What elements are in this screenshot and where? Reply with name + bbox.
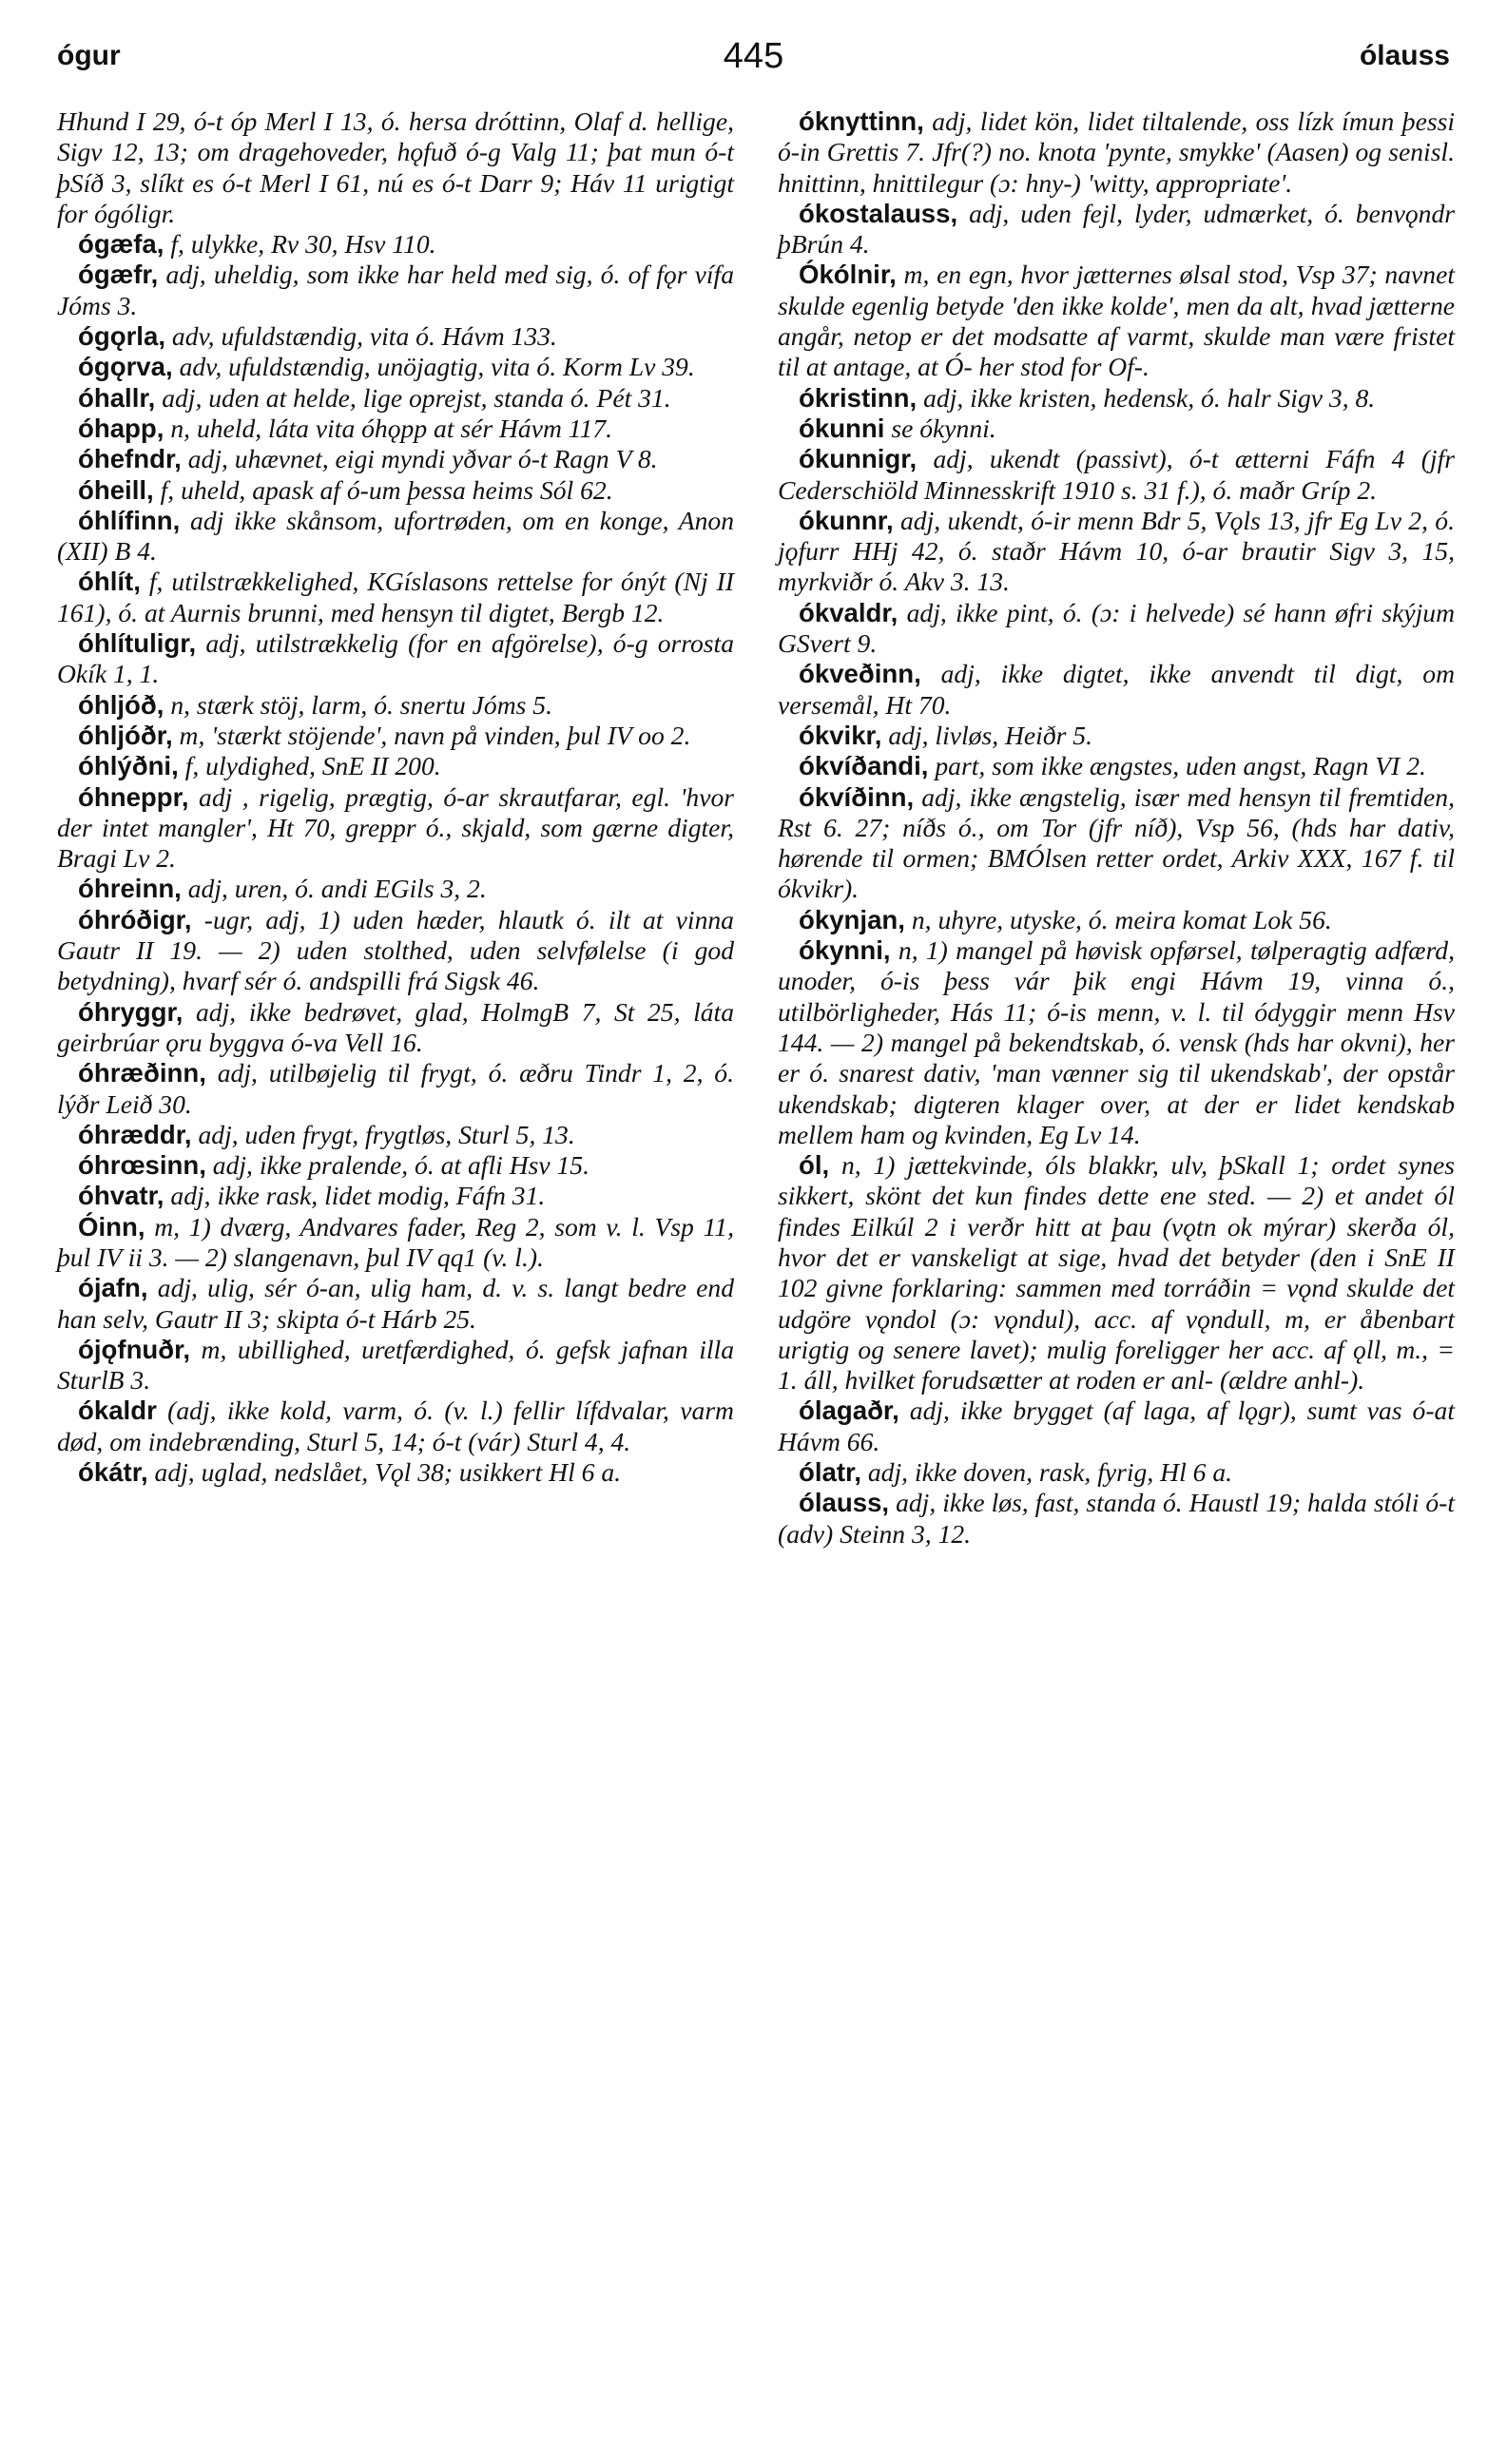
- entry-definition: adj, ikke digtet, ikke anvendt til digt, om versemål, Ht 70.: [778, 659, 1455, 720]
- dictionary-entry: [778, 1457, 1455, 1488]
- dictionary-entry: [778, 751, 1455, 781]
- right-running-headword: ólauss: [1359, 40, 1450, 71]
- dictionary-entry: [778, 905, 1455, 935]
- dictionary-entry: [778, 199, 1455, 260]
- entry-headword: ól,: [799, 1150, 830, 1181]
- entry-definition: Hhund I 29, ó-t óp Merl I 13, ó. hersa dróttinn, Olaf d. hellige, Sigv 12, 13; om dragehoveder, hǫfuð ó-g Valg 11; þat mun ó-t þSíð 3, slíkt es ó-t Merl I 61, nú es ó-t Darr 9; Háv 11 urigtigt for ógóligr.: [57, 106, 734, 228]
- dictionary-entry: [57, 721, 734, 751]
- dictionary-entry: [57, 1457, 734, 1488]
- dictionary-entry: [57, 260, 734, 321]
- dictionary-entry: [57, 414, 734, 444]
- entry-headword: óhljóðr,: [78, 720, 173, 750]
- dictionary-entry: [778, 782, 1455, 905]
- entry-headword: ókveðinn,: [799, 659, 921, 689]
- dictionary-entry: [778, 721, 1455, 751]
- dictionary-entry: [57, 1150, 734, 1181]
- entry-headword: ókunni: [799, 413, 885, 443]
- entry-headword: óhefndr,: [78, 444, 182, 474]
- dictionary-entry: [57, 751, 734, 781]
- entry-definition: adv, ufuldstændig, unöjagtig, vita ó. Korm Lv 39.: [179, 352, 695, 382]
- entry-definition: adj, ikke ængstelig, især med hensyn til fremtiden, Rst 6. 27; níðs ó., om Tor (jfr níð), Vsp 56, (hds har dativ, hørende til ormen; BMÓlsen retter ordet, Arkiv XXX, 167 f. til ókvikr).: [778, 781, 1455, 904]
- entry-headword: ójafn,: [78, 1273, 148, 1303]
- entry-headword: óhallr,: [78, 382, 156, 413]
- entry-headword: óknyttinn,: [799, 106, 924, 136]
- dictionary-entry: [778, 1396, 1455, 1457]
- dictionary-entry: [57, 628, 734, 690]
- entry-definition: adj, utilbøjelig til frygt, ó. æðru Tindr 1, 2, ó. lýðr Leið 30.: [57, 1058, 734, 1119]
- entry-definition: adj , rigelig, prægtig, ó-ar skrautfarar, egl. 'hvor der intet mangler', Ht 70, greppr ó., skjald, som gærne digter, Bragi Lv 2.: [57, 781, 734, 874]
- entry-definition: adj, ulig, sér ó-an, ulig ham, d. v. s. langt bedre end han selv, Gautr II 3; skipta ó-t Hárb 25.: [57, 1273, 734, 1334]
- dictionary-entry: [57, 1181, 734, 1211]
- entry-definition: n, 1) jættekvinde, óls blakkr, ulv, þSkall 1; ordet synes sikkert, skönt det kun findes dette ene sted. — 2) et andet ól findes Eilkúl 2 i verðr hitt at þau (vǫtn ok mýrar) skerða ól, hvor det er vanskeligt at sige, hvad det betyder (den i SnE II 102 givne forklaring: sammen med torráðin = vǫnd skulde det udgöre vǫndol (ɔ: vǫndul), acc. af vǫndull, m, er åbenbart urigtig og senere lavet); mulig foreligger her acc. af ǫll, m., = 1. áll, hvilket forudsætter at roden er anl- (ældre anhl-).: [778, 1150, 1455, 1396]
- left-running-headword: ógur: [57, 40, 121, 71]
- dictionary-entry: [57, 475, 734, 506]
- entry-definition: adj, ikke pint, ó. (ɔ: i helvede) sé hann øfri skýjum GSvert 9.: [778, 597, 1455, 659]
- dictionary-entry: [57, 905, 734, 997]
- entry-definition: adj, ikke løs, fast, standa ó. Haustl 19; halda stóli ó-t (adv) Steinn 3, 12.: [778, 1488, 1455, 1549]
- entry-headword: óhróðigr,: [78, 904, 192, 934]
- dictionary-entry: [778, 506, 1455, 598]
- entry-headword: ókostalauss,: [799, 198, 958, 228]
- entry-headword: óhryggr,: [78, 996, 184, 1027]
- entry-headword: ókynjan,: [799, 904, 905, 934]
- entry-definition: adj, uden fejl, lyder, udmærket, ó. benvǫndr þBrún 4.: [778, 198, 1455, 260]
- dictionary-entry: [57, 383, 734, 414]
- entry-definition: adv, ufuldstændig, vita ó. Hávm 133.: [171, 321, 557, 352]
- entry-definition: adj, uheldig, som ikke har held med sig, ó. of fǫr vífa Jóms 3.: [57, 260, 734, 320]
- entry-headword: ókátr,: [78, 1457, 148, 1488]
- dictionary-entry: [57, 1396, 734, 1457]
- entry-definition: adj, ikke rask, lidet modig, Fáfn 31.: [170, 1181, 546, 1211]
- entry-headword: ókunnigr,: [799, 444, 918, 474]
- entry-headword: óhapp,: [78, 413, 164, 443]
- entry-definition: f, utilstrækkelighed, KGíslasons rettelse for ónýt (Nj II 161), ó. at Aurnis brunni, med hensyn til digtet, Bergb 12.: [57, 567, 734, 627]
- entry-definition: adj ikke skånsom, ufortrøden, om en konge, Anon (XII) B 4.: [57, 505, 734, 567]
- page-number: 445: [723, 36, 784, 76]
- entry-headword: óhræddr,: [78, 1119, 192, 1149]
- entry-headword: óhljóð,: [78, 689, 164, 720]
- entry-headword: óhrœsinn,: [78, 1150, 206, 1181]
- entry-definition: m, ubillighed, uretfærdighed, ó. gefsk jafnan illa SturlB 3.: [57, 1334, 734, 1396]
- entry-headword: ógǫrla,: [78, 321, 165, 352]
- dictionary-entry: [57, 1120, 734, 1150]
- entry-definition: adj, uren, ó. andi EGils 3, 2.: [187, 874, 487, 904]
- entry-definition: m, 1) dværg, Andvares fader, Reg 2, som v. l. Vsp 11, þul IV ii 3. — 2) slangenavn, þul IV qq1 (v. l.).: [57, 1211, 735, 1272]
- entry-definition: adj, uhævnet, eigi myndi yðvar ó-t Ragn V 8.: [187, 444, 658, 474]
- entry-definition: n, stærk stöj, larm, ó. snertu Jóms 5.: [170, 689, 552, 720]
- entry-definition: f, ulydighed, SnE II 200.: [184, 751, 441, 781]
- entry-headword: ókvíðandi,: [799, 751, 929, 781]
- dictionary-entry: [778, 260, 1455, 382]
- entry-headword: ólauss,: [799, 1488, 890, 1518]
- dictionary-entry: [57, 1212, 734, 1274]
- entry-headword: ógæfr,: [78, 260, 159, 290]
- entry-definition: adj, ikke kristen, hedensk, ó. halr Sigv 3, 8.: [923, 382, 1376, 413]
- entry-definition: f, uheld, apask af ó-um þessa heims Sól 62.: [160, 474, 613, 505]
- left-column: [57, 106, 734, 1488]
- entry-definition: n, uhyre, utyske, ó. meira komat Lok 56.: [911, 904, 1332, 934]
- dictionary-entry: [57, 229, 734, 260]
- entry-definition: f, ulykke, Rv 30, Hsv 110.: [170, 229, 436, 260]
- entry-definition: adj, ukendt (passivt), ó-t ætterni Fáfn 4 (jfr Cederschiöld Minnesskrift 1910 s. 31 f.), ó. maðr Gríp 2.: [778, 444, 1455, 505]
- page-header: [57, 30, 1450, 87]
- entry-definition: adj, ikke pralende, ó. at afli Hsv 15.: [212, 1150, 589, 1181]
- dictionary-entry: [57, 506, 734, 568]
- entry-headword: óhlýðni,: [78, 751, 179, 781]
- dictionary-entry: [778, 444, 1455, 506]
- dictionary-entry: [778, 383, 1455, 414]
- dictionary-entry: [778, 414, 1455, 444]
- dictionary-entry: [57, 997, 734, 1059]
- entry-definition: adj, ikke brygget (af laga, af lǫgr), sumt vas ó-at Hávm 66.: [778, 1396, 1455, 1456]
- entry-definition: adj, uglad, nedslået, Vǫl 38; usikkert Hl 6 a.: [154, 1457, 622, 1488]
- entry-definition: m, 'stærkt stöjende', navn på vinden, þul IV oo 2.: [179, 720, 691, 750]
- entry-headword: óhræðinn,: [78, 1058, 206, 1088]
- dictionary-entry: [57, 1058, 734, 1120]
- entry-definition: adj, ikke bedrøvet, glad, HolmgB 7, St 25, láta geirbrúar ǫru byggva ó-va Vell 16.: [57, 996, 734, 1057]
- dictionary-entry: [57, 444, 734, 474]
- dictionary-entry: [57, 106, 734, 229]
- entry-definition: adj, utilstrækkelig (for en afgörelse), ó-g orrosta Okík 1, 1.: [57, 628, 734, 689]
- entry-headword: ókvíðinn,: [799, 781, 915, 812]
- entry-headword: ójǫfnuðr,: [78, 1334, 191, 1364]
- entry-headword: Ókólnir,: [799, 260, 897, 290]
- dictionary-entry: [778, 1488, 1455, 1550]
- dictionary-entry: [57, 1273, 734, 1335]
- dictionary-entry: [778, 659, 1455, 721]
- entry-headword: ókvaldr,: [799, 597, 898, 627]
- dictionary-entry: [57, 690, 734, 721]
- entry-headword: ólatr,: [799, 1457, 861, 1488]
- entry-headword: ólagaðr,: [799, 1396, 899, 1426]
- dictionary-entry: [778, 935, 1455, 1150]
- right-column: [778, 106, 1455, 1550]
- entry-headword: óhreinn,: [78, 874, 182, 904]
- entry-headword: ógæfa,: [78, 229, 164, 260]
- dictionary-entry: [57, 1335, 734, 1396]
- dictionary-entry: [778, 106, 1455, 199]
- entry-definition: n, 1) mangel på høvisk opførsel, tølperagtig adfærd, unoder, ó-is þess vár þik engi Hávm 19, vinna ó., utilbörligheder, Hás 11; ó-is menn, v. l. til ódyggir menn Hsv 144. — 2) mangel på bekendtskab, ó. vensk (hds har okvni), her er ó. snarest dativ, 'man vænner sig til ukendskab', der opstår ukendskab; digteren klager over, at der er lidet kendskab mellem ham og kvinden, Eg Lv 14.: [778, 935, 1455, 1149]
- entry-definition: adj, lidet kön, lidet tiltalende, oss lízk ímun þessi ó-in Grettis 7. Jfr(?) no. knota 'pynte, smykke' (Aasen) og senisl. hnittinn, hnittilegur (ɔ: hny-) 'witty, appropriate'.: [778, 106, 1455, 198]
- entry-definition: -ugr, adj, 1) uden hæder, hlautk ó. ilt at vinna Gautr II 19. — 2) uden stolthed, uden selvfølelse (i god betydning), hvarf sér ó. andspilli frá Sigsk 46.: [57, 904, 734, 996]
- dictionary-entry: [57, 874, 734, 904]
- entry-definition: m, en egn, hvor jætternes ølsal stod, Vsp 37; navnet skulde egenlig betyde 'den ikke kolde', men da alt, hvad jætterne angår, netop er det modsatte af varmt, skulde man være fristet til at antage, at Ó- her stod for Of-.: [778, 260, 1455, 382]
- entry-headword: ókunnr,: [799, 505, 894, 535]
- entry-headword: óhlítuligr,: [78, 628, 197, 659]
- entry-headword: óhvatr,: [78, 1181, 164, 1211]
- dictionary-entry: [57, 352, 734, 382]
- entry-headword: ókaldr: [78, 1396, 157, 1426]
- entry-headword: óhlít,: [78, 567, 141, 597]
- entry-definition: se ókynni.: [891, 413, 996, 443]
- entry-definition: adj, uden at helde, lige oprejst, standa ó. Pét 31.: [162, 382, 671, 413]
- dictionary-entry: [57, 567, 734, 628]
- entry-definition: n, uheld, láta vita óhǫpp at sér Hávm 117.: [170, 413, 613, 443]
- entry-headword: Óinn,: [78, 1211, 145, 1242]
- entry-definition: part, som ikke ængstes, uden angst, Ragn VI 2.: [935, 751, 1426, 781]
- entry-definition: adj, ikke doven, rask, fyrig, Hl 6 a.: [867, 1457, 1233, 1488]
- entry-headword: ókristinn,: [799, 382, 918, 413]
- entry-headword: óheill,: [78, 474, 154, 505]
- dictionary-entry: [778, 1150, 1455, 1396]
- entry-definition: adj, uden frygt, frygtløs, Sturl 5, 13.: [198, 1119, 575, 1149]
- entry-headword: ókvikr,: [799, 720, 882, 750]
- entry-headword: ógǫrva,: [78, 352, 173, 382]
- entry-definition: (adj, ikke kold, varm, ó. (v. l.) fellir lífdvalar, varm død, om indebrænding, Sturl 5, 14; ó-t (vár) Sturl 4, 4.: [57, 1396, 734, 1456]
- dictionary-entry: [57, 321, 734, 352]
- entry-definition: adj, livløs, Heiðr 5.: [888, 720, 1092, 750]
- entry-definition: adj, ukendt, ó-ir menn Bdr 5, Vǫls 13, jfr Eg Lv 2, ó. jǫfurr HHj 42, ó. staðr Hávm 10, ó-ar brautir Sigv 3, 15, myrkviðr ó. Akv 3. 13.: [778, 505, 1455, 597]
- dictionary-entry: [57, 782, 734, 875]
- entry-headword: ókynni,: [799, 935, 891, 966]
- dictionary-entry: [778, 598, 1455, 660]
- entry-headword: óhlífinn,: [78, 505, 181, 535]
- entry-headword: óhneppr,: [78, 781, 189, 812]
